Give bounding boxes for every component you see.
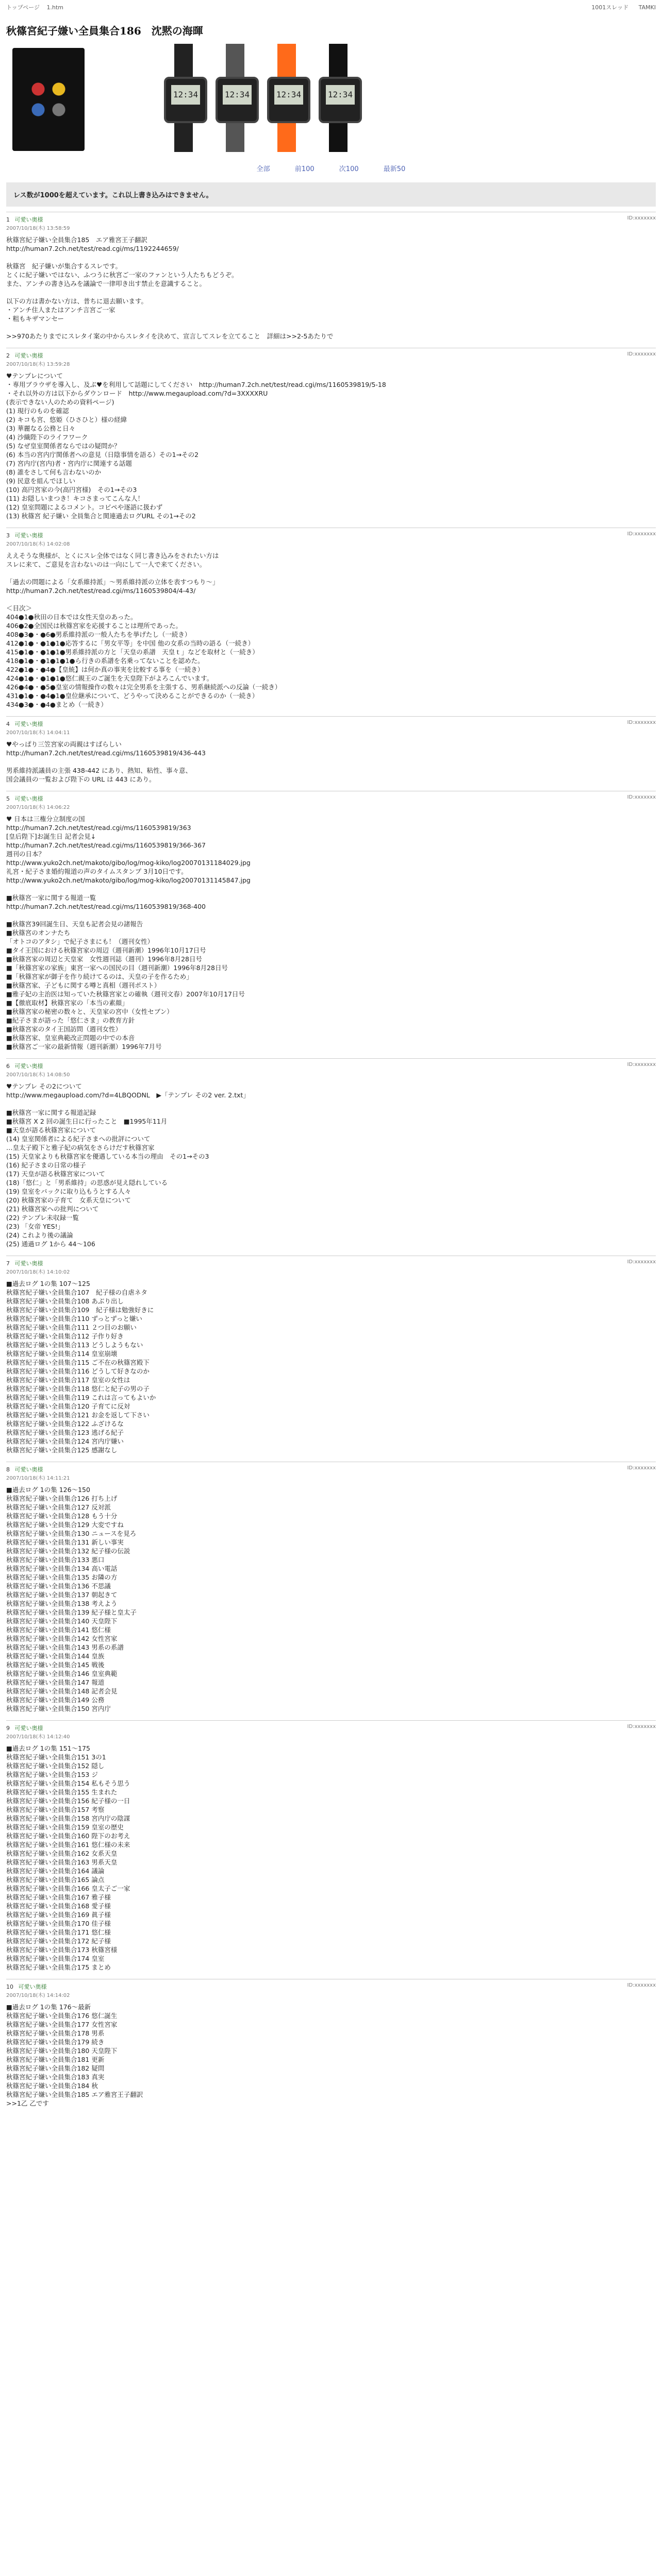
post-date: 2007/10/18(木) 14:02:08 bbox=[6, 541, 70, 547]
link-prev-100[interactable]: 前100 bbox=[294, 165, 315, 173]
post-meta bbox=[6, 215, 656, 231]
post-meta bbox=[6, 1982, 656, 1998]
post-id: ID:xxxxxxx bbox=[627, 1982, 656, 1988]
top-link-threads[interactable]: 1001スレッド bbox=[591, 4, 629, 11]
post-meta bbox=[6, 720, 656, 736]
post-id: ID:xxxxxxx bbox=[627, 1259, 656, 1265]
post-date: 2007/10/18(木) 14:04:11 bbox=[6, 730, 70, 736]
post bbox=[6, 1462, 656, 1720]
watch-icon: 12:34 bbox=[264, 44, 309, 152]
post bbox=[6, 528, 656, 716]
post-id: ID:xxxxxxx bbox=[627, 531, 656, 537]
post bbox=[6, 716, 656, 791]
post-body: ♥ 日本は三権分立制度の国 http://human7.2ch.net/test/read.cgi/ms/1160539819/363 [皇后陛下]お誕生日 記者会見↓ http://human7.2ch.net/test/read.cgi/ms/1160539819/366-367 週刊の日本？ http://www.yuko2ch.net/makoto/gibo/log/mog-kiko/log20070131184029.jpg 礼宮・紀子さま婚約報道の声のタイムスタンプ 3月10日です。 http://www.yuko2ch.net/makoto/gibo/log/mog-kiko/log20070131145847.jpg ■秋篠宮一家に関する報道一覧 http://human7.2ch.net/test/read.cgi/ms/1160539819/368-400 ■秋篠宮39回誕生日、天皇も記者会見の諸報告 ■秋篠宮のオンナたち 「オトコのアタシ」で紀子さまにも！（週刊女性） ■タイ王国における秋篠宮家の周辺（週刊新潮）1996年10月17日号 ■秋篠宮家の周辺と天皇家 女性週刊誌（週刊）1996年8月28日号 ■「秋篠宮家の家族」東宮一家への国民の目（週刊新潮）1996年8月28日号 ■「秋篠宮家が御子を作り続けてるのは、天皇の子を作るため」 ■秋篠宮家、子どもに関する噂と真相（週刊ポスト） ■雅子妃の主治医は知っていた秋篠宮家との確執（週刊文春）2007年10月17日号 ■【徹底取材】秋篠宮家の「本当の素顔」 ■秋篠宮家の秘密の数々と、天皇家の宮中（女性セブン） ■紀子さまが語った「悠仁さま」の教育方針 ■秋篠宮家のタイ王国訪問（週刊女性） ■秋篠宮家、皇室典範改正問題の中での本音 ■秋篠宮ご一家の最新情報（週刊新潮）1996年7月号 bbox=[6, 815, 251, 1050]
post-date: 2007/10/18(木) 14:06:22 bbox=[6, 805, 70, 810]
post-body: ♥テンプレについて ・専用ブラウザを導入し、及ぶ♥を利用して話題にしてください http://human7.2ch.net/test/read.cgi/ms/1160539819/5-18 ・それ以外の方は以下からダウンロード http://www.megaupload.com/?d=3XXXXRU (表示できない人のための資料ページ) (1) 現行のものを確認 (2) キコも宮、悠姫（ひさひと）様の経緯 (3) 華麗なる公務と日々 (4) 沙織陛下のライフワーク (5) なぜ皇室関係者ならではの疑問か？ (6) 本当の宮内庁関係者への意見（日陰事情を語る）その1→その2 (7) 宮内庁(宮内)者・宮内庁に関連する話題 (8) 誰をさして何も言わないのか (9) 民意を組んでほしい (10) 高円宮家の今(高円宮様) その1→その3 (11) お隠しいまつき！キコさまってこんな人！ (12) 皇室問題によるコメント。コピペや逐語に扱わず (13) 秋篠宮 紀子嫌い 全員集合と関連過去ログURL その1→その2 bbox=[6, 372, 386, 520]
post-date: 2007/10/18(木) 14:14:02 bbox=[6, 1993, 70, 1998]
link-all[interactable]: 全部 bbox=[256, 165, 270, 173]
post-author: 可愛い奥様 bbox=[14, 352, 43, 359]
post bbox=[6, 348, 656, 528]
post bbox=[6, 1720, 656, 1979]
post-body: ■過去ログ 1の集 151〜175 秋篠宮紀子嫌い全員集合151 3の1 秋篠宮紀子嫌い全員集合152 隠し 秋篠宮紀子嫌い全員集合153 ジ 秋篠宮紀子嫌い全員集合154 私もそう思う 秋篠宮紀子嫌い全員集合155 生まれた 秋篠宮紀子嫌い全員集合156 紀子様の一日 秋篠宮紀子嫌い全員集合157 考察 秋篠宮紀子嫌い全員集合158 宮内庁の陰謀 秋篠宮紀子嫌い全員集合159 皇室の歴史 秋篠宮紀子嫌い全員集合160 陛下のお考え 秋篠宮紀子嫌い全員集合161 悠仁様の未来 秋篠宮紀子嫌い全員集合162 女系天皇 秋篠宮紀子嫌い全員集合163 男系天皇 秋篠宮紀子嫌い全員集合164 議論 秋篠宮紀子嫌い全員集合165 論点 秋篠宮紀子嫌い全員集合166 皇太子ご一家 秋篠宮紀子嫌い全員集合167 雅子様 秋篠宮紀子嫌い全員集合168 愛子様 秋篠宮紀子嫌い全員集合169 眞子様 秋篠宮紀子嫌い全員集合170 佳子様 秋篠宮紀子嫌い全員集合171 悠仁様 秋篠宮紀子嫌い全員集合172 紀子様 秋篠宮紀子嫌い全員集合173 秋篠宮様 秋篠宮紀子嫌い全員集合174 皇室 秋篠宮紀子嫌い全員集合175 まとめ bbox=[6, 1744, 130, 1971]
post-author: 可愛い奥様 bbox=[14, 721, 43, 727]
post-id: ID:xxxxxxx bbox=[627, 1724, 656, 1730]
watch-icon: 12:34 bbox=[161, 44, 206, 152]
post-body: 秋篠宮紀子嫌い全員集合185 エア雅宮王子翻訳 http://human7.2ch.net/test/read.cgi/ms/1192244659/ 秋篠宮 紀子嫌いが集合するスレです。 とくに紀子嫌いではない、ふつうに秋宮ご一家のファンという人たちもどうぞ。 また、アンチの書き込みを議論で一律叩き出す禁止を意識すること。 以下の方は書かない方は、普ちに退去願います。 ・アンチ住人またはアンチ言宮ご一家 ・粗もキザマンセー >>970あたりまでにスレタイ案の中からスレタイを決めて、宣言してスレを立てること 詳細は>>2-5あたりで bbox=[6, 236, 334, 340]
post-number[interactable]: 10 bbox=[6, 1984, 13, 1990]
post-author: 可愛い奥様 bbox=[14, 532, 43, 539]
post-author: 可愛い奥様 bbox=[14, 1260, 43, 1267]
thread-title: 秋篠宮紀子嫌い全員集合186 沈黙の海暉 bbox=[6, 25, 203, 37]
post-meta bbox=[6, 531, 656, 547]
post-number[interactable]: 5 bbox=[6, 795, 10, 802]
post-date: 2007/10/18(木) 14:12:40 bbox=[6, 1734, 70, 1740]
hero-advert[interactable] bbox=[6, 43, 656, 156]
post-body: ♥やっぱり三笠宮家の両親はすばらしい http://human7.2ch.net/test/read.cgi/ms/1160539819/436-443 男系維持派議員の主張 438-442 にあり、熱知、粘性、事々意、 国会議員の一覧および陛下の URL は 443 にあり。 bbox=[6, 740, 206, 783]
post-id: ID:xxxxxxx bbox=[627, 215, 656, 221]
post-author: 可愛い奥様 bbox=[14, 1725, 43, 1732]
top-navigation bbox=[0, 0, 662, 19]
post-author: 可愛い奥様 bbox=[14, 1063, 43, 1070]
post bbox=[6, 1979, 656, 2115]
post-meta bbox=[6, 351, 656, 367]
top-link-index[interactable]: 1.htm bbox=[46, 4, 64, 11]
post-meta bbox=[6, 1062, 656, 1078]
post-author: 可愛い奥様 bbox=[14, 795, 43, 802]
limit-notice: レス数が1000を超えています。これ以上書き込みはできません。 bbox=[6, 182, 656, 207]
post-body: ■過去ログ 1の集 107〜125 秋篠宮紀子嫌い全員集合107 紀子様の自虐ネタ 秋篠宮紀子嫌い全員集合108 あぶり出し 秋篠宮紀子嫌い全員集合109 紀子様は勉強好きに 秋篠宮紀子嫌い全員集合110 ずっとずっと嫌い 秋篠宮紀子嫌い全員集合111 ２つ目のお願い 秋篠宮紀子嫌い全員集合112 子作り好き 秋篠宮紀子嫌い全員集合113 どうしようもない 秋篠宮紀子嫌い全員集合114 皇室崩壊 秋篠宮紀子嫌い全員集合115 ご不在の秋篠宮殿下 秋篠宮紀子嫌い全員集合116 どうして好きなのか 秋篠宮紀子嫌い全員集合117 皇室の女性は 秋篠宮紀子嫌い全員集合118 悠仁と紀子の男の子 秋篠宮紀子嫌い全員集合119 これは言ってもよいか 秋篠宮紀子嫌い全員集合120 子育てに反対 秋篠宮紀子嫌い全員集合121 お金を返して下さい 秋篠宮紀子嫌い全員集合122 ふざけるな 秋篠宮紀子嫌い全員集合123 逃げる紀子 秋篠宮紀子嫌い全員集合124 宮内庁嫌い 秋篠宮紀子嫌い全員集合125 感謝なし bbox=[6, 1280, 156, 1454]
pager-links bbox=[0, 163, 662, 173]
top-link-user[interactable]: TAMKI bbox=[638, 4, 656, 11]
post-date: 2007/10/18(木) 13:59:28 bbox=[6, 362, 70, 367]
post-author: 可愛い奥様 bbox=[14, 1466, 43, 1473]
post-meta bbox=[6, 794, 656, 810]
post-id: ID:xxxxxxx bbox=[627, 794, 656, 800]
post-author: 可愛い奥様 bbox=[18, 1984, 47, 1990]
post-number[interactable]: 3 bbox=[6, 532, 10, 539]
post-date: 2007/10/18(木) 14:08:50 bbox=[6, 1072, 70, 1078]
post-meta bbox=[6, 1465, 656, 1481]
product-card bbox=[12, 48, 85, 151]
post-body: ♥テンプレ その2について http://www.megaupload.com/?d=4LBQODNL ▶「テンプレ その2 ver. 2.txt」 ■秋篠宮一家に関する報道記録 ■秋篠宮 X 2 回の誕生日に行ったこと ■1995年11月 ■天皇が語る秋篠宮家について (14) 皇室関係者による紀子さまへの批評について …皇太子殿下と雅子妃の病気をさらけだす秋篠宮家 (15) 天皇家よりも秋篠宮家を優遇している本当の理由 その1→その3 (16) 紀子さまの日常の様子 (17) 天皇が語る秋篠宮家について (18)「悠仁」と「男系維持」の思惑が見え隠れしている (19) 皇室をバックに取り込もうとする人々 (20) 秋篠宮家の子育て 女系天皇について (21) 秋篠宮家への批判について (22) テンプレ未収録一覧 (23) 「女帝 YES!」 (24) これより後の議論 (25) 通過ログ 1から 44〜106 bbox=[6, 1082, 250, 1248]
post bbox=[6, 791, 656, 1058]
link-next-100[interactable]: 次100 bbox=[339, 165, 359, 173]
post-date: 2007/10/18(木) 14:11:21 bbox=[6, 1476, 70, 1481]
link-latest-50[interactable]: 最新50 bbox=[383, 165, 406, 173]
post-number[interactable]: 1 bbox=[6, 216, 10, 223]
watch-icon: 12:34 bbox=[316, 44, 361, 152]
post bbox=[6, 1256, 656, 1462]
post-number[interactable]: 7 bbox=[6, 1260, 10, 1267]
post-list bbox=[6, 212, 656, 2115]
post-number[interactable]: 6 bbox=[6, 1063, 10, 1070]
post-number[interactable]: 4 bbox=[6, 721, 10, 727]
post-date: 2007/10/18(木) 13:58:59 bbox=[6, 226, 70, 231]
post-id: ID:xxxxxxx bbox=[627, 1062, 656, 1067]
post-id: ID:xxxxxxx bbox=[627, 1465, 656, 1471]
post-number[interactable]: 2 bbox=[6, 352, 10, 359]
post-id: ID:xxxxxxx bbox=[627, 351, 656, 357]
post-number[interactable]: 8 bbox=[6, 1466, 10, 1473]
top-link-home[interactable]: トップページ bbox=[6, 4, 40, 11]
post-body: ■過去ログ 1の集 176〜最新 秋篠宮紀子嫌い全員集合176 悠仁誕生 秋篠宮紀子嫌い全員集合177 女性宮家 秋篠宮紀子嫌い全員集合178 男系 秋篠宮紀子嫌い全員集合179 続き 秋篠宮紀子嫌い全員集合180 天皇陛下 秋篠宮紀子嫌い全員集合181 更新 秋篠宮紀子嫌い全員集合182 疑問 秋篠宮紀子嫌い全員集合183 真実 秋篠宮紀子嫌い全員集合184 秋 秋篠宮紀子嫌い全員集合185 エア雅宮王子翻訳 >>1乙 乙です bbox=[6, 2003, 143, 2107]
post-body: ええそうな奥様が、とくにスレ全体ではなく同じ書き込みをされたい方は スレに来て、ご意見を言わないのは一向にして一人で来てください。 「過去の問題による「女系維持派」〜男系維持派の立体を表すつもり〜」 http://human7.2ch.net/test/read.cgi/ms/1160539804/4-43/ ＜目次＞ 404●1●秋田の日本では女性天皇のあった。 406●2●全国民は秋篠宮家を応援することは理所であった。 408●3●・●6●男系維持派の一般人たちを挙げたし（一続き） 412●1●・●1●1●応答するに「男女平等」を中国 他の女系の当時の語る（一続き） 415●1●・●1●1●男系維持派の方と「天皇の系譜 天皇ｔ」などを取材と（一続き） 418●1●・●1●1●1●ら行きの系譜を名乗ってないことを認めた。 422●1●・●4●【皇統】は何か真の事実を比較する事を（一続き） 424●1●・●1●1●悠仁親王のご誕生を天皇陛下がよろこんでいます。 426●4●・●5●皇室の情報操作の数々は完全男系を主張する、男系継続派への反論（一続き） 431●1●・●4●1●皇位継承について、どうやって決めることができるのか（一続き） 434●3●・●4●まとめ（一続き） bbox=[6, 552, 282, 708]
post-date: 2007/10/18(木) 14:10:02 bbox=[6, 1269, 70, 1275]
post bbox=[6, 1058, 656, 1256]
post-meta bbox=[6, 1724, 656, 1740]
post-author: 可愛い奥様 bbox=[14, 216, 43, 223]
watch-icon: 12:34 bbox=[212, 44, 258, 152]
post-body: ■過去ログ 1の集 126〜150 秋篠宮紀子嫌い全員集合126 打ち上げ 秋篠宮紀子嫌い全員集合127 反対派 秋篠宮紀子嫌い全員集合128 もう十分 秋篠宮紀子嫌い全員集合129 大変ですね 秋篠宮紀子嫌い全員集合130 ニュースを見ろ 秋篠宮紀子嫌い全員集合131 新しい事実 秋篠宮紀子嫌い全員集合132 紀子様の伝説 秋篠宮紀子嫌い全員集合133 悪口 秋篠宮紀子嫌い全員集合134 高い電話 秋篠宮紀子嫌い全員集合135 お隣の方 秋篠宮紀子嫌い全員集合136 不思議 秋篠宮紀子嫌い全員集合137 朝起きて 秋篠宮紀子嫌い全員集合138 考えよう 秋篠宮紀子嫌い全員集合139 紀子様と皇太子 秋篠宮紀子嫌い全員集合140 天皇陛下 秋篠宮紀子嫌い全員集合141 悠仁様 秋篠宮紀子嫌い全員集合142 女性宮家 秋篠宮紀子嫌い全員集合143 男系の系譜 秋篠宮紀子嫌い全員集合144 皇族 秋篠宮紀子嫌い全員集合145 戦後 秋篠宮紀子嫌い全員集合146 皇室典範 秋篠宮紀子嫌い全員集合147 報道 秋篠宮紀子嫌い全員集合148 記者会見 秋篠宮紀子嫌い全員集合149 公務 秋篠宮紀子嫌い全員集合150 宮内庁 bbox=[6, 1486, 137, 1713]
post-number[interactable]: 9 bbox=[6, 1725, 10, 1732]
post bbox=[6, 212, 656, 348]
post-meta bbox=[6, 1259, 656, 1275]
post-id: ID:xxxxxxx bbox=[627, 720, 656, 725]
